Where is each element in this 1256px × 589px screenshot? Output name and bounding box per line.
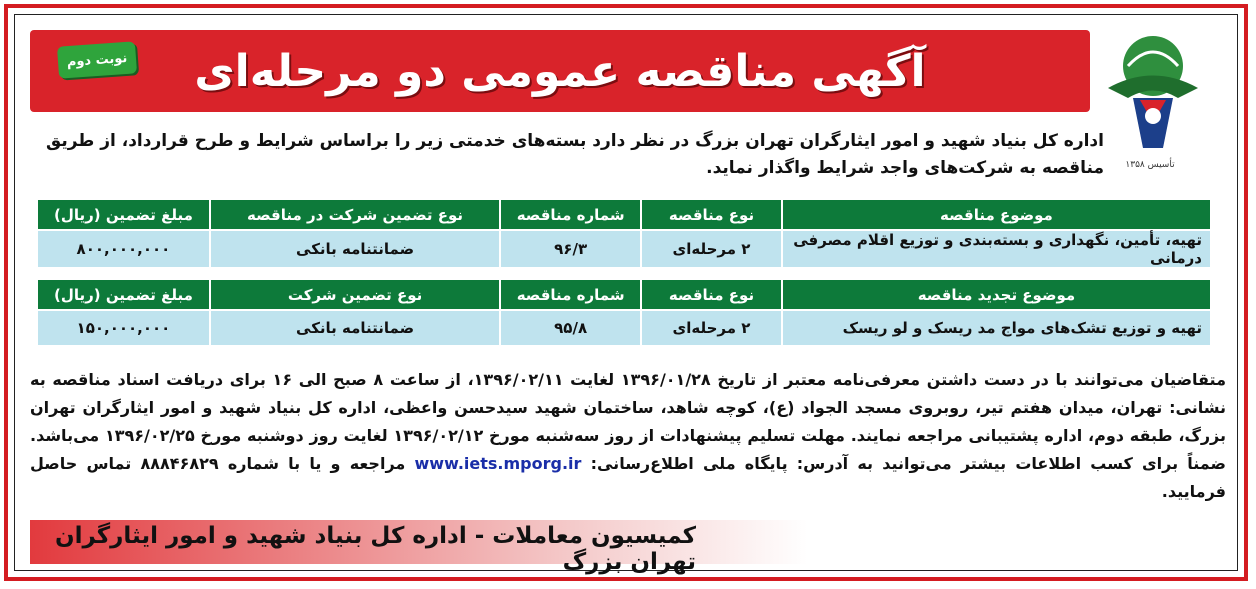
title-banner: [30, 30, 1090, 112]
tender-table: [36, 198, 1212, 269]
footer-signature: کمیسیون معاملات - اداره کل بنیاد شهید و امور ایثارگران تهران بزرگ: [54, 523, 696, 575]
intro-text: در نظر دارد بسته‌های خدمتی زیر را براساس شرایط و طرح قرارداد، از طریق مناقصه به شرکت‌های واجد شرایط واگذار نماید.: [46, 131, 1104, 178]
edition-badge: نوبت دوم: [57, 41, 137, 78]
header-number: شماره مناقصه: [501, 280, 640, 309]
header-type: نوع مناقصه: [642, 280, 781, 309]
cell-guarantee-type: ضمانتنامه بانکی: [211, 311, 499, 345]
header-type: نوع مناقصه: [642, 200, 781, 229]
header-guarantee-amount: مبلغ تضمین (ریال): [38, 200, 209, 229]
header-number: شماره مناقصه: [501, 200, 640, 229]
table-row: [38, 311, 1210, 345]
table-row: [38, 231, 1210, 267]
organization-name: اداره کل بنیاد شهید و امور ایثارگران تهران بزرگ: [695, 131, 1104, 151]
retender-table: [36, 278, 1212, 347]
body-text-end: مراجعه و یا با شماره ۸۸۸۴۶۸۲۹ تماس حاصل فرمایید.: [30, 454, 1226, 501]
cell-subject: تهیه، تأمین، نگهداری و بسته‌بندی و توزیع اقلام مصرفی درمانی: [783, 231, 1210, 267]
cell-subject: تهیه و توزیع تشک‌های مواج مد ریسک و لو ریسک: [783, 311, 1210, 345]
body-paragraph: [30, 366, 1226, 506]
header-guarantee-amount: مبلغ تضمین (ریال): [38, 280, 209, 309]
cell-guarantee-amount: ۱۵۰,۰۰۰,۰۰۰: [38, 311, 209, 345]
notice-title: آگهی مناقصه عمومی دو مرحله‌ای: [194, 45, 926, 97]
cell-guarantee-type: ضمانتنامه بانکی: [211, 231, 499, 267]
cell-number: ۹۵/۸: [501, 311, 640, 345]
website-link[interactable]: www.iets.mporg.ir: [414, 454, 582, 473]
cell-number: ۹۶/۳: [501, 231, 640, 267]
table-header-row: [38, 200, 1210, 229]
body-text-main: متقاضیان می‌توانند با در دست داشتن معرفی‌نامه معتبر از تاریخ ۱۳۹۶/۰۱/۲۸ لغایت ۱۳۹۶/۰۲/۱۱، از ساعت ۸ صبح الی ۱۶ برای دریافت اسناد مناقصه به نشانی: تهران، میدان هفتم تیر، روبروی مسجد الجواد (ع)، کوچه شاهد، ساختمان شهید سیدحسن واعظی، اداره کل بنیاد شهید و امور ایثارگران تهران بزرگ، طبقه دوم، اداره پشتیبانی مراجعه نمایند. مهلت تسلیم پیشنهادات از روز سه‌شنبه مورخ ۱۳۹۶/۰۲/۱۲ لغایت روز دوشنبه مورخ ۱۳۹۶/۰۲/۲۵ می‌باشد. ضمناً برای کسب اطلاعات بیشتر می‌توانید به آدرس: پایگاه ملی اطلاع‌رسانی:: [30, 370, 1227, 473]
table-header-row: [38, 280, 1210, 309]
header-guarantee-type: نوع تضمین شرکت در مناقصه: [211, 200, 499, 229]
cell-guarantee-amount: ۸۰۰,۰۰۰,۰۰۰: [38, 231, 209, 267]
intro-paragraph: [34, 128, 1104, 182]
cell-type: ۲ مرحله‌ای: [642, 231, 781, 267]
header-subject: موضوع تجدید مناقصه: [783, 280, 1210, 309]
foundation-logo-icon: [1098, 28, 1208, 176]
logo-caption: تأسیس ۱۳۵۸: [1125, 160, 1175, 170]
header-guarantee-type: نوع تضمین شرکت: [211, 280, 499, 309]
header-subject: موضوع مناقصه: [783, 200, 1210, 229]
cell-type: ۲ مرحله‌ای: [642, 311, 781, 345]
